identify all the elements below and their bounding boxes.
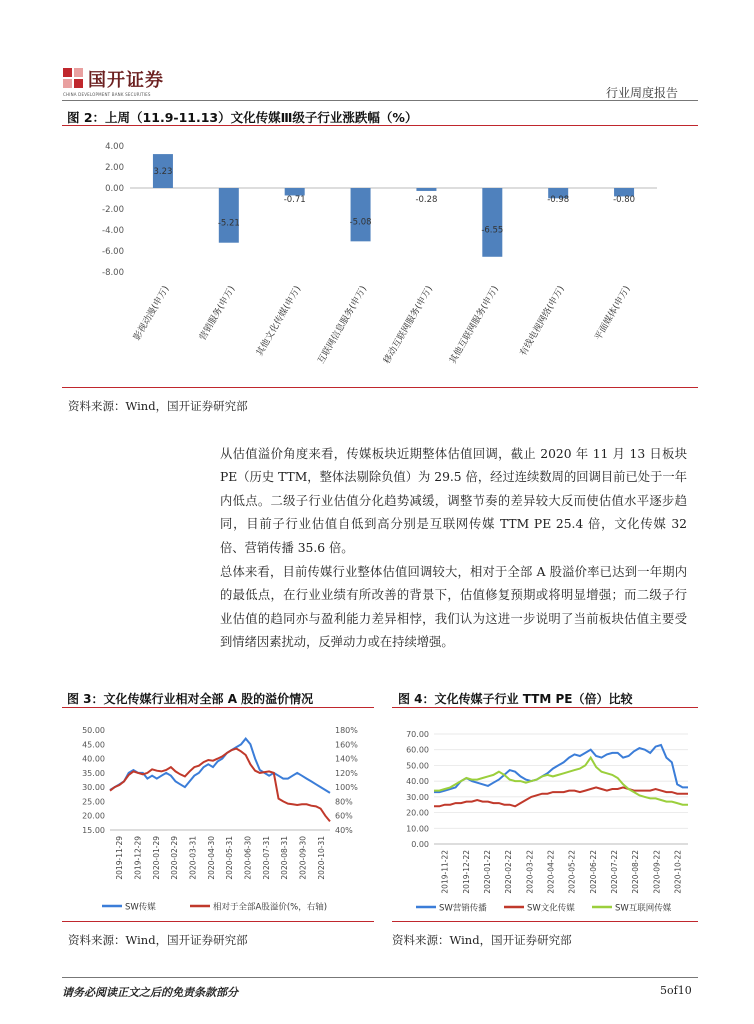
x-category-label: 移动互联网服务(申万)	[382, 284, 436, 366]
figure4-bottom-rule	[392, 921, 698, 922]
bar	[219, 188, 239, 243]
x-tick-label: 2020-08-31	[280, 836, 290, 880]
bar	[416, 188, 436, 191]
y-tick-label: 20.00	[406, 808, 429, 818]
y-tick-label: 45.00	[82, 740, 105, 750]
y-tick-label: 50.00	[406, 761, 429, 771]
figure3-chart	[62, 712, 374, 922]
body-paragraph-1: 从估值溢价角度来看，传媒板块近期整体估值回调，截止 2020 年 11 月 13 日板块 PE（历史 TTM，整体法剔除负值）为 29.5 倍，经过连续数周的回调目前已处于一年内低点。二级子行业估值分化趋势减缓，调整节奏的差异较大反而使估值水平逐步趋同，目前子行业估值自低到高分别是互联网传媒 TTM PE 25.4 倍，文化传媒 32 倍、营销传播 35.6 倍。	[220, 447, 687, 555]
x-category-label: 影视动漫(申万)	[132, 284, 172, 343]
bar-value-label: -0.28	[415, 195, 438, 205]
bar	[351, 188, 371, 241]
footer-disclaimer: 请务必阅读正文之后的免责条款部分	[62, 986, 238, 999]
y-right-tick-label: 40%	[335, 826, 353, 835]
y-tick-label: 15.00	[82, 826, 105, 835]
y-tick-label: -8.00	[102, 268, 124, 278]
figure4-title: 图 4：文化传媒子行业 TTM PE（倍）比较	[398, 692, 633, 706]
logo-name: 国开证券	[88, 70, 164, 91]
x-tick-label: 2020-03-31	[188, 836, 198, 880]
x-tick-label: 2020-02-22	[504, 850, 514, 894]
legend-label: 相对于全部A股溢价(%，右轴)	[213, 902, 328, 913]
figure2-chart	[62, 130, 698, 388]
logo-mark	[63, 68, 83, 88]
bar-value-label: -0.71	[283, 195, 306, 205]
x-category-label: 有线电视网络(申万)	[518, 284, 567, 358]
x-tick-label: 2020-08-22	[631, 850, 641, 894]
y-tick-label: 20.00	[82, 811, 105, 821]
y-right-tick-label: 80%	[335, 797, 353, 807]
bar-value-label: -5.21	[217, 218, 240, 229]
x-tick-label: 2019-12-29	[133, 836, 143, 880]
x-tick-label: 2020-05-22	[567, 850, 577, 894]
footer-divider	[62, 977, 698, 978]
figure2-title: 图 2：上周（11.9-11.13）文化传媒Ⅲ级子行业涨跌幅（%）	[67, 110, 418, 125]
report-type: 行业周度报告	[606, 86, 679, 100]
x-category-label: 其他文化传媒(申万)	[255, 284, 304, 358]
figure4-title-rule	[392, 707, 698, 708]
x-tick-label: 2019-11-22	[440, 850, 450, 894]
y-tick-label: 4.00	[105, 142, 124, 152]
body-paragraph-2: 总体来看，目前传媒行业整体估值回调较大，相对于全部 A 股溢价率已达到一年期内的最低点，在行业业绩有所改善的背景下，估值修复预期或将明显增强；而二级子行业估值的趋同亦与盈利能力差异相悖，我们认为这进一步说明了当前板块估值主要受到情绪因素扰动，反弹动力或在持续增强。	[220, 565, 687, 650]
y-tick-label: -4.00	[102, 226, 124, 236]
x-tick-label: 2020-09-22	[652, 850, 662, 894]
y-right-tick-label: 100%	[335, 783, 358, 793]
bar-value-label: 3.23	[153, 167, 173, 178]
y-tick-label: 30.00	[406, 792, 429, 802]
page-number: 5of10	[660, 984, 692, 997]
figure2-title-rule	[62, 125, 698, 126]
figure4-chart	[392, 712, 698, 922]
x-tick-label: 2020-09-30	[298, 836, 308, 880]
x-tick-label: 2020-07-31	[261, 836, 271, 880]
x-tick-label: 2020-03-22	[525, 850, 535, 894]
series-line	[434, 745, 688, 792]
y-right-tick-label: 120%	[335, 768, 358, 778]
x-category-label: 其他互联网服务(申万)	[448, 284, 501, 366]
bar-value-label: -6.55	[481, 225, 504, 236]
y-tick-label: 40.00	[82, 754, 105, 764]
figure3-bottom-rule	[62, 921, 374, 922]
x-category-label: 营销服务(申万)	[198, 284, 238, 343]
y-tick-label: 70.00	[406, 730, 429, 739]
bar	[482, 188, 502, 257]
x-tick-label: 2020-07-22	[609, 850, 619, 894]
bar-value-label: -0.98	[547, 195, 570, 205]
y-tick-label: 0.00	[411, 840, 429, 849]
x-tick-label: 2020-04-22	[546, 850, 556, 894]
bar-value-label: -5.08	[349, 217, 372, 228]
x-tick-label: 2020-01-29	[151, 836, 161, 880]
x-tick-label: 2020-01-22	[482, 850, 492, 894]
y-tick-label: 50.00	[82, 726, 105, 735]
x-tick-label: 2020-04-30	[206, 836, 216, 880]
figure4-source: 资料来源：Wind，国开证券研究部	[392, 933, 572, 947]
y-tick-label: -6.00	[102, 247, 124, 257]
x-category-label: 互联网信息服务(申万)	[316, 284, 370, 366]
series-line	[110, 739, 330, 793]
x-tick-label: 2020-05-31	[225, 836, 235, 880]
x-tick-label: 2019-12-22	[461, 850, 471, 894]
y-right-tick-label: 160%	[335, 740, 358, 750]
figure2-bottom-rule	[62, 387, 698, 388]
logo-subtitle: CHINA DEVELOPMENT BANK SECURITIES	[63, 92, 151, 97]
y-tick-label: 0.00	[105, 184, 124, 194]
legend-label: SW互联网传媒	[615, 903, 672, 914]
y-right-tick-label: 180%	[335, 726, 358, 735]
y-tick-label: 10.00	[406, 824, 429, 834]
y-tick-label: -2.00	[102, 205, 124, 215]
header-divider	[62, 100, 698, 101]
x-tick-label: 2019-11-29	[115, 836, 125, 880]
y-tick-label: 40.00	[406, 777, 429, 787]
x-tick-label: 2020-06-22	[588, 850, 598, 894]
x-tick-label: 2020-10-31	[316, 836, 326, 880]
y-tick-label: 35.00	[82, 768, 105, 778]
legend-label: SW营销传播	[439, 903, 487, 914]
y-tick-label: 30.00	[82, 783, 105, 793]
legend-label: SW文化传媒	[527, 903, 575, 914]
y-right-tick-label: 140%	[335, 754, 358, 764]
bar-value-label: -0.80	[613, 195, 636, 205]
y-tick-label: 25.00	[82, 797, 105, 807]
figure3-title: 图 3：文化传媒行业相对全部 A 股的溢价情况	[67, 692, 314, 706]
y-tick-label: 60.00	[406, 745, 429, 755]
x-tick-label: 2020-06-30	[243, 836, 253, 880]
figure3-source: 资料来源：Wind，国开证券研究部	[68, 933, 248, 947]
figure3-title-rule	[62, 707, 374, 708]
figure2-source: 资料来源：Wind，国开证券研究部	[68, 399, 248, 413]
y-right-tick-label: 60%	[335, 811, 353, 821]
x-tick-label: 2020-02-29	[170, 836, 180, 880]
y-tick-label: 2.00	[105, 163, 124, 173]
legend-label: SW传媒	[125, 902, 156, 913]
x-tick-label: 2020-10-22	[673, 850, 683, 894]
x-category-label: 平面媒体(申万)	[593, 284, 633, 343]
